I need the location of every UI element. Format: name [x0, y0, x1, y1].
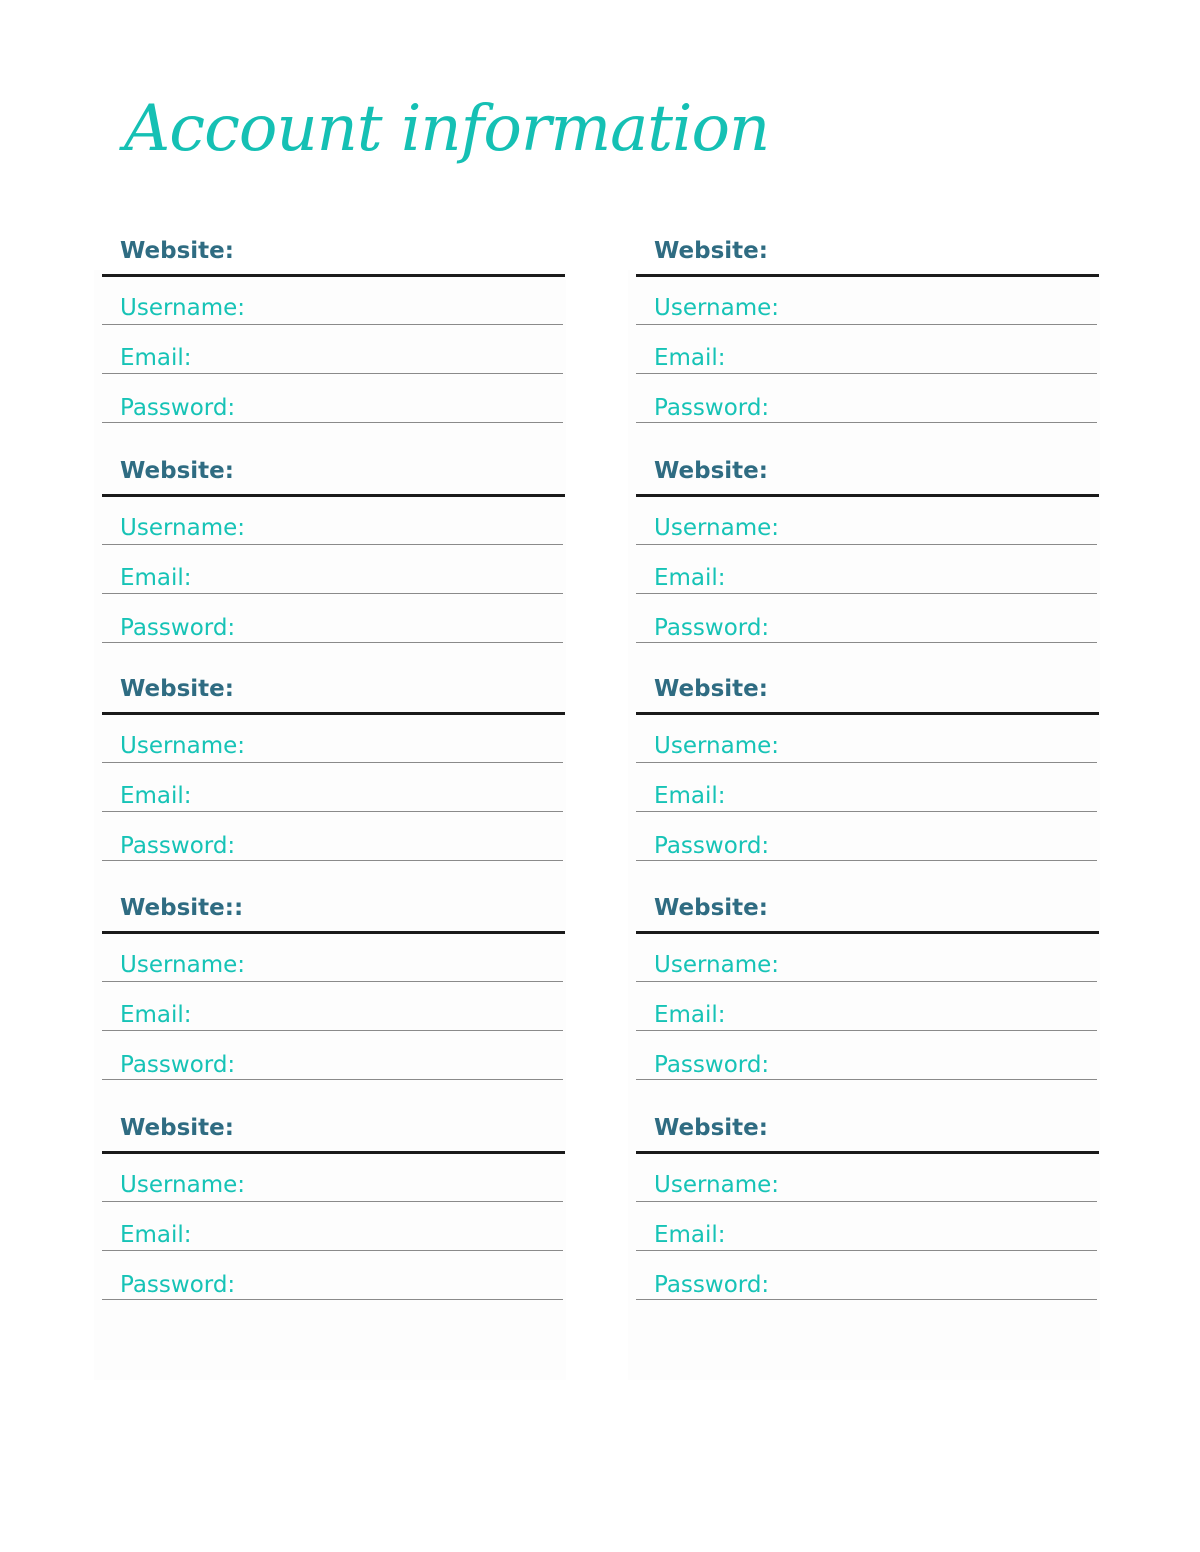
- username-field-line[interactable]: [636, 1201, 1097, 1202]
- website-field-line[interactable]: [636, 494, 1099, 497]
- password-field-line[interactable]: [636, 422, 1097, 423]
- email-label: Email:: [654, 1222, 726, 1248]
- email-label: Email:: [654, 345, 726, 371]
- username-field-line[interactable]: [636, 981, 1097, 982]
- website-label: Website:: [120, 1115, 234, 1141]
- username-field-line[interactable]: [102, 544, 563, 545]
- username-field-line[interactable]: [636, 762, 1097, 763]
- website-label: Website:: [120, 676, 234, 702]
- username-field-line[interactable]: [102, 981, 563, 982]
- password-field-line[interactable]: [636, 642, 1097, 643]
- website-field-line[interactable]: [102, 712, 565, 715]
- username-label: Username:: [654, 952, 779, 978]
- website-label: Website:: [654, 1115, 768, 1141]
- website-field-line[interactable]: [636, 274, 1099, 277]
- password-label: Password:: [654, 615, 770, 641]
- account-entry: [102, 893, 566, 1093]
- website-label: Website:: [654, 676, 768, 702]
- username-label: Username:: [120, 515, 245, 541]
- password-field-line[interactable]: [636, 1079, 1097, 1080]
- email-field-line[interactable]: [102, 593, 563, 594]
- password-label: Password:: [120, 833, 236, 859]
- username-field-line[interactable]: [102, 762, 563, 763]
- email-field-line[interactable]: [102, 1030, 563, 1031]
- username-label: Username:: [120, 952, 245, 978]
- website-label: Website:: [654, 458, 768, 484]
- website-label: Website:: [120, 238, 234, 264]
- website-field-line[interactable]: [636, 931, 1099, 934]
- email-label: Email:: [120, 345, 192, 371]
- website-label: Website::: [120, 895, 244, 921]
- username-label: Username:: [654, 1172, 779, 1198]
- password-label: Password:: [120, 395, 236, 421]
- email-label: Email:: [120, 1222, 192, 1248]
- password-field-line[interactable]: [102, 422, 563, 423]
- email-field-line[interactable]: [102, 811, 563, 812]
- password-label: Password:: [654, 833, 770, 859]
- website-label: Website:: [654, 895, 768, 921]
- email-label: Email:: [120, 783, 192, 809]
- password-field-line[interactable]: [102, 860, 563, 861]
- website-label: Website:: [654, 238, 768, 264]
- account-entry: [636, 236, 1100, 436]
- website-field-line[interactable]: [102, 1151, 565, 1154]
- username-label: Username:: [654, 733, 779, 759]
- account-entry: [636, 893, 1100, 1093]
- username-field-line[interactable]: [102, 324, 563, 325]
- username-label: Username:: [654, 295, 779, 321]
- username-field-line[interactable]: [636, 324, 1097, 325]
- email-field-line[interactable]: [636, 1030, 1097, 1031]
- password-label: Password:: [654, 1272, 770, 1298]
- username-label: Username:: [120, 295, 245, 321]
- email-label: Email:: [120, 565, 192, 591]
- account-entry: [636, 456, 1100, 656]
- account-entry: [102, 236, 566, 436]
- website-label: Website:: [120, 458, 234, 484]
- username-label: Username:: [120, 733, 245, 759]
- username-label: Username:: [120, 1172, 245, 1198]
- password-label: Password:: [120, 1052, 236, 1078]
- account-entry: [636, 674, 1100, 874]
- password-field-line[interactable]: [102, 1079, 563, 1080]
- email-field-line[interactable]: [102, 1250, 563, 1251]
- website-field-line[interactable]: [636, 1151, 1099, 1154]
- password-label: Password:: [654, 1052, 770, 1078]
- password-label: Password:: [654, 395, 770, 421]
- email-field-line[interactable]: [102, 373, 563, 374]
- password-field-line[interactable]: [636, 1299, 1097, 1300]
- website-field-line[interactable]: [102, 274, 565, 277]
- website-field-line[interactable]: [102, 931, 565, 934]
- website-field-line[interactable]: [636, 712, 1099, 715]
- account-entry: [636, 1113, 1100, 1313]
- page-title: Account information: [124, 92, 770, 166]
- email-label: Email:: [654, 1002, 726, 1028]
- username-field-line[interactable]: [102, 1201, 563, 1202]
- email-label: Email:: [120, 1002, 192, 1028]
- email-label: Email:: [654, 783, 726, 809]
- username-field-line[interactable]: [636, 544, 1097, 545]
- password-field-line[interactable]: [636, 860, 1097, 861]
- username-label: Username:: [654, 515, 779, 541]
- email-field-line[interactable]: [636, 373, 1097, 374]
- password-field-line[interactable]: [102, 642, 563, 643]
- email-field-line[interactable]: [636, 1250, 1097, 1251]
- password-label: Password:: [120, 1272, 236, 1298]
- account-entry: [102, 456, 566, 656]
- account-entry: [102, 674, 566, 874]
- email-field-line[interactable]: [636, 811, 1097, 812]
- password-label: Password:: [120, 615, 236, 641]
- account-entry: [102, 1113, 566, 1313]
- password-field-line[interactable]: [102, 1299, 563, 1300]
- email-field-line[interactable]: [636, 593, 1097, 594]
- email-label: Email:: [654, 565, 726, 591]
- website-field-line[interactable]: [102, 494, 565, 497]
